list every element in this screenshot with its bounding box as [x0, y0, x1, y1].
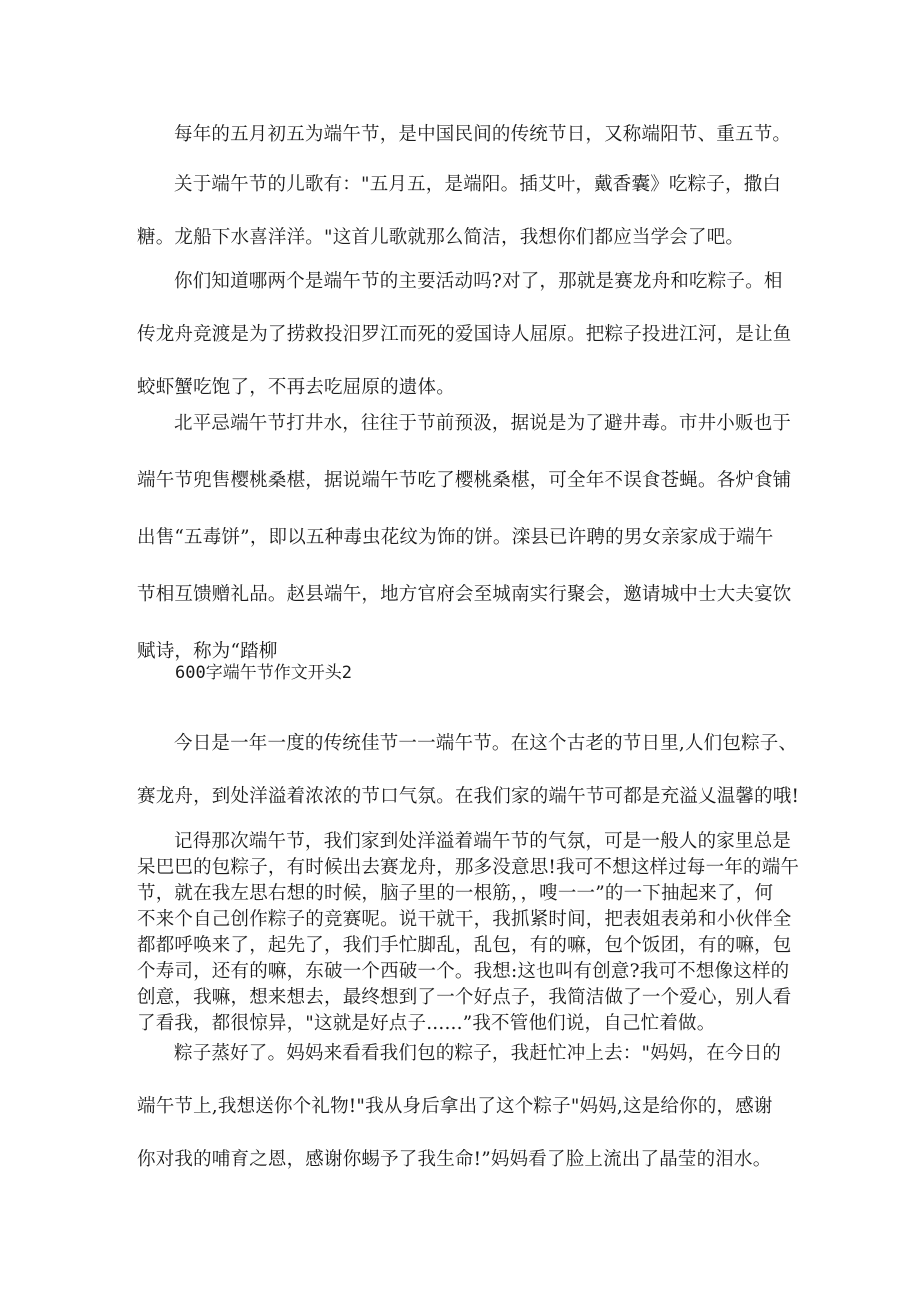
paragraph-line: 了看我，都很惊异，"这就是好点子......”我不管他们说，自己忙着做。 [137, 1013, 716, 1034]
paragraph-main-activities [137, 272, 797, 398]
paragraph-line: 传龙舟竞渡是为了捞救投汨罗江而死的爱国诗人屈原。把粽子投进江河，是让鱼 [137, 324, 792, 345]
paragraph-line: 节相互馈赠礼品。赵县端午，地方官府会至城南实行聚会，邀请城中士大夫宴饮 [137, 584, 792, 605]
paragraph-zongzi-contest [137, 829, 800, 1037]
paragraph-line: 端午节兜售樱桃桑椹，据说端午节吃了樱桃桑椹，可全年不误食苍蝇。各炉食铺 [137, 470, 792, 491]
paragraph-line: 赋诗，称为“踏柳 [137, 641, 278, 662]
paragraph-line: 粽子蒸好了。妈妈来看看我们包的粽子，我赶忙冲上去："妈妈，在今日的 [174, 1043, 782, 1064]
paragraph-childrens-song [137, 175, 797, 248]
section-heading: 600字端午节作文开头2 [175, 663, 352, 683]
paragraph-line: 赛龙舟，到处洋溢着浓浓的节口气氛。在我们家的端午节可都是充溢乂温馨的哦! [137, 786, 800, 807]
paragraph-line: 今日是一年一度的传统佳节一一端午节。在这个古老的节日里,人们包粽子、 [174, 733, 798, 754]
paragraph-line: 个寿司，还有的嘛，东破一个西破一个。我想:这也叫有创意?我可不想像这样的 [137, 961, 790, 982]
paragraph-line: 糖。龙船下水喜洋洋。"这首儿歌就那么简洁，我想你们都应当学会了吧。 [137, 227, 745, 248]
paragraph-local-customs [137, 414, 797, 662]
paragraph-festival-opening [137, 733, 800, 807]
paragraph-line: 出售“五毒饼”，即以五种毒虫花纹为饰的饼。滦县已许聘的男女亲家成于端午 [137, 527, 774, 548]
paragraph-line: 记得那次端午节，我们家到处洋溢着端午节的气氛，可是一般人的家里总是 [174, 831, 792, 852]
paragraph-line: 节，就在我左思右想的时候，脑子里的一根筋，，嗖一一”的一下抽起来了，何 [137, 883, 774, 904]
paragraph-line: 都都呼唤来了，起先了，我们手忙脚乱，乱包，有的嘛，包个饭团，有的嘛，包 [137, 935, 792, 956]
paragraph-line: 北平忌端午节打井水，往往于节前预汲，据说是为了避井毒。市井小贩也于 [174, 413, 792, 434]
paragraph-line: 端午节上,我想送你个礼物!"我从身后拿出了这个粽子"妈妈,这是给你的，感谢 [137, 1096, 773, 1117]
paragraph-line: 蛟虾蟹吃饱了，不再去吃屈原的遗体。 [137, 377, 455, 398]
paragraph-line: 每年的五月初五为端午节，是中国民间的传统节日，又称端阳节、重五节。 [174, 124, 792, 145]
paragraph-line: 呆巴巴的包粽子，有时候出去赛龙舟，那多没意思!我可不想这样过每一年的端午 [137, 857, 800, 878]
paragraph-line: 关于端午节的儿歌有："五月五，是端阳。插艾叶，戴香囊》吃粽子，撒白 [174, 174, 782, 195]
paragraph-gift-to-mother [137, 1044, 797, 1170]
paragraph-line: 你对我的哺育之恩，感谢你蜴予了我生命!”妈妈看了脸上流出了晶莹的泪水。 [137, 1149, 772, 1170]
paragraph-dragon-boat-intro [137, 125, 797, 145]
paragraph-line: 创意，我嘛，想来想去，最终想到了一个好点子，我简洁做了一个爱心，别人看 [137, 987, 792, 1008]
paragraph-line: 不来个自己创作粽子的竞赛呢。说干就干，我抓紧时间，把表姐表弟和小伙伴全 [137, 909, 792, 930]
paragraph-line: 你们知道哪两个是端午节的主要活动吗?对了，那就是赛龙舟和吃粽子。相 [174, 271, 783, 292]
